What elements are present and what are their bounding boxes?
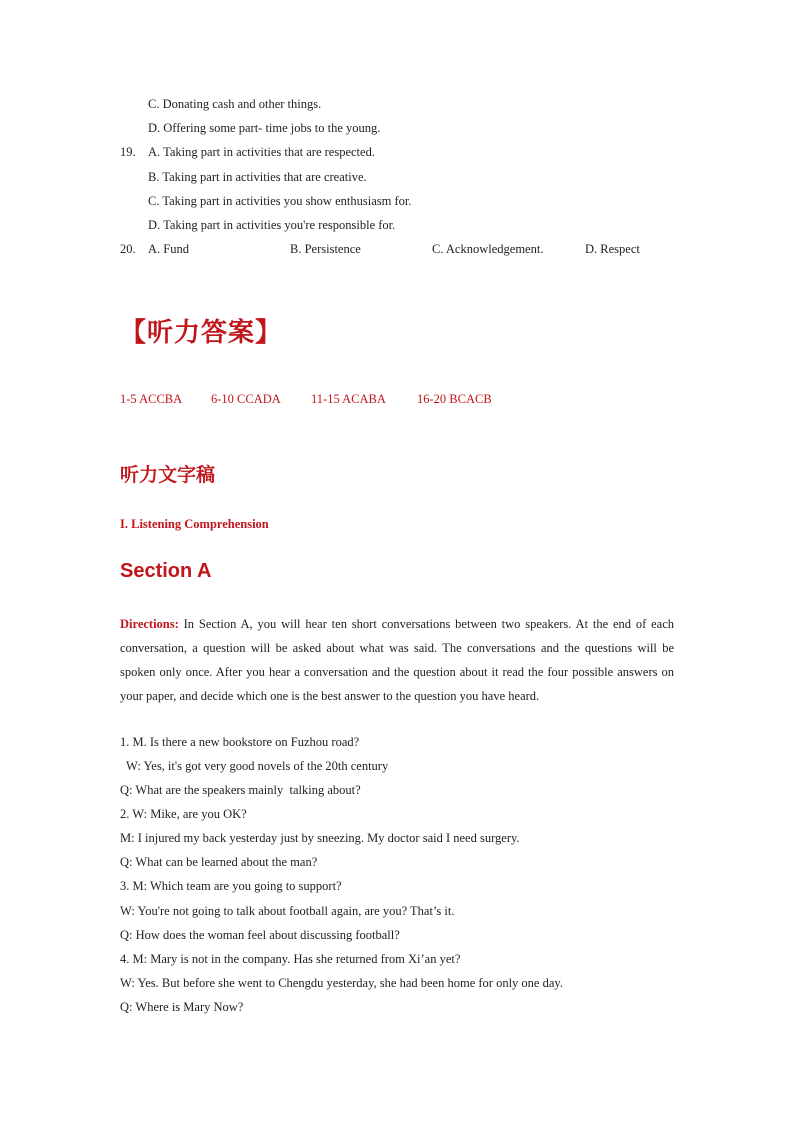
option-b: B. Persistence	[290, 242, 361, 256]
option-text: Offering some part- time jobs to the young.	[163, 121, 381, 135]
section-title: Section A	[120, 560, 212, 582]
directions-paragraph	[120, 612, 674, 708]
option-letter: A.	[148, 145, 161, 159]
option-c: C. Acknowledgement.	[432, 242, 544, 256]
answer-group: 6-10 CCADA	[211, 392, 281, 406]
option-letter: C.	[148, 97, 160, 111]
dialogue-line: Q: Where is Mary Now?	[120, 1000, 244, 1014]
option-line	[148, 217, 395, 233]
dialogue-line: W: You're not going to talk about football again, are you? That’s it.	[120, 904, 455, 918]
dialogue-line: W: Yes, it's got very good novels of the 20th century	[120, 759, 389, 773]
transcript-title: 听力文字稿	[120, 464, 216, 486]
option-letter: B.	[148, 170, 160, 184]
option-line	[148, 169, 367, 185]
dialogue-line: 2. W: Mike, are you OK?	[120, 807, 247, 821]
option-line	[148, 144, 375, 160]
listening-answer-title: 【听力答案】	[120, 318, 283, 348]
dialogue-line: W: Yes. But before she went to Chengdu yesterday, she had been home for only one day.	[120, 976, 563, 990]
dialogue-line: 4. M: Mary is not in the company. Has she returned from Xi’an yet?	[120, 952, 461, 966]
answer-group: 1-5 ACCBA	[120, 392, 183, 406]
question-number: 20.	[120, 242, 136, 256]
dialogue-line: 1. M. Is there a new bookstore on Fuzhou road?	[120, 735, 360, 749]
answer-group: 11-15 ACABA	[311, 392, 386, 406]
option-letter: D.	[148, 218, 161, 232]
option-a: A. Fund	[148, 242, 189, 256]
option-letter: D.	[148, 121, 161, 135]
answer-group: 16-20 BCACB	[417, 392, 492, 406]
option-line	[148, 120, 380, 136]
question-number: 19.	[120, 145, 136, 159]
option-text: Taking part in activities you show enthusiasm for.	[162, 194, 412, 208]
dialogue-line: Q: How does the woman feel about discussing football?	[120, 928, 400, 942]
option-text: Taking part in activities that are creative.	[162, 170, 367, 184]
option-text: Donating cash and other things.	[162, 97, 322, 111]
option-line	[148, 193, 411, 209]
option-d: D. Respect	[585, 242, 640, 256]
directions-label: Directions:	[120, 617, 179, 631]
option-text: Taking part in activities that are respected.	[163, 145, 375, 159]
option-text: Taking part in activities you're responsible for.	[163, 218, 396, 232]
directions-text: In Section A, you will hear ten short conversations between two speakers. At the end of each conversation, a question will be asked about what was said. The conversations and the questions will be spoken only once. After you hear a conversation and the question about it read the four possible answers on your paper, and decide which one is the best answer to the question you have heard.	[120, 617, 674, 703]
comprehension-title: I. Listening Comprehension	[120, 517, 269, 531]
dialogue-line: M: I injured my back yesterday just by sneezing. My doctor said I need surgery.	[120, 831, 520, 845]
dialogue-line: Q: What can be learned about the man?	[120, 855, 318, 869]
dialogue-line: 3. M: Which team are you going to support?	[120, 879, 342, 893]
option-letter: C.	[148, 194, 160, 208]
dialogue-line: Q: What are the speakers mainly talking about?	[120, 783, 361, 797]
option-line	[148, 96, 321, 112]
